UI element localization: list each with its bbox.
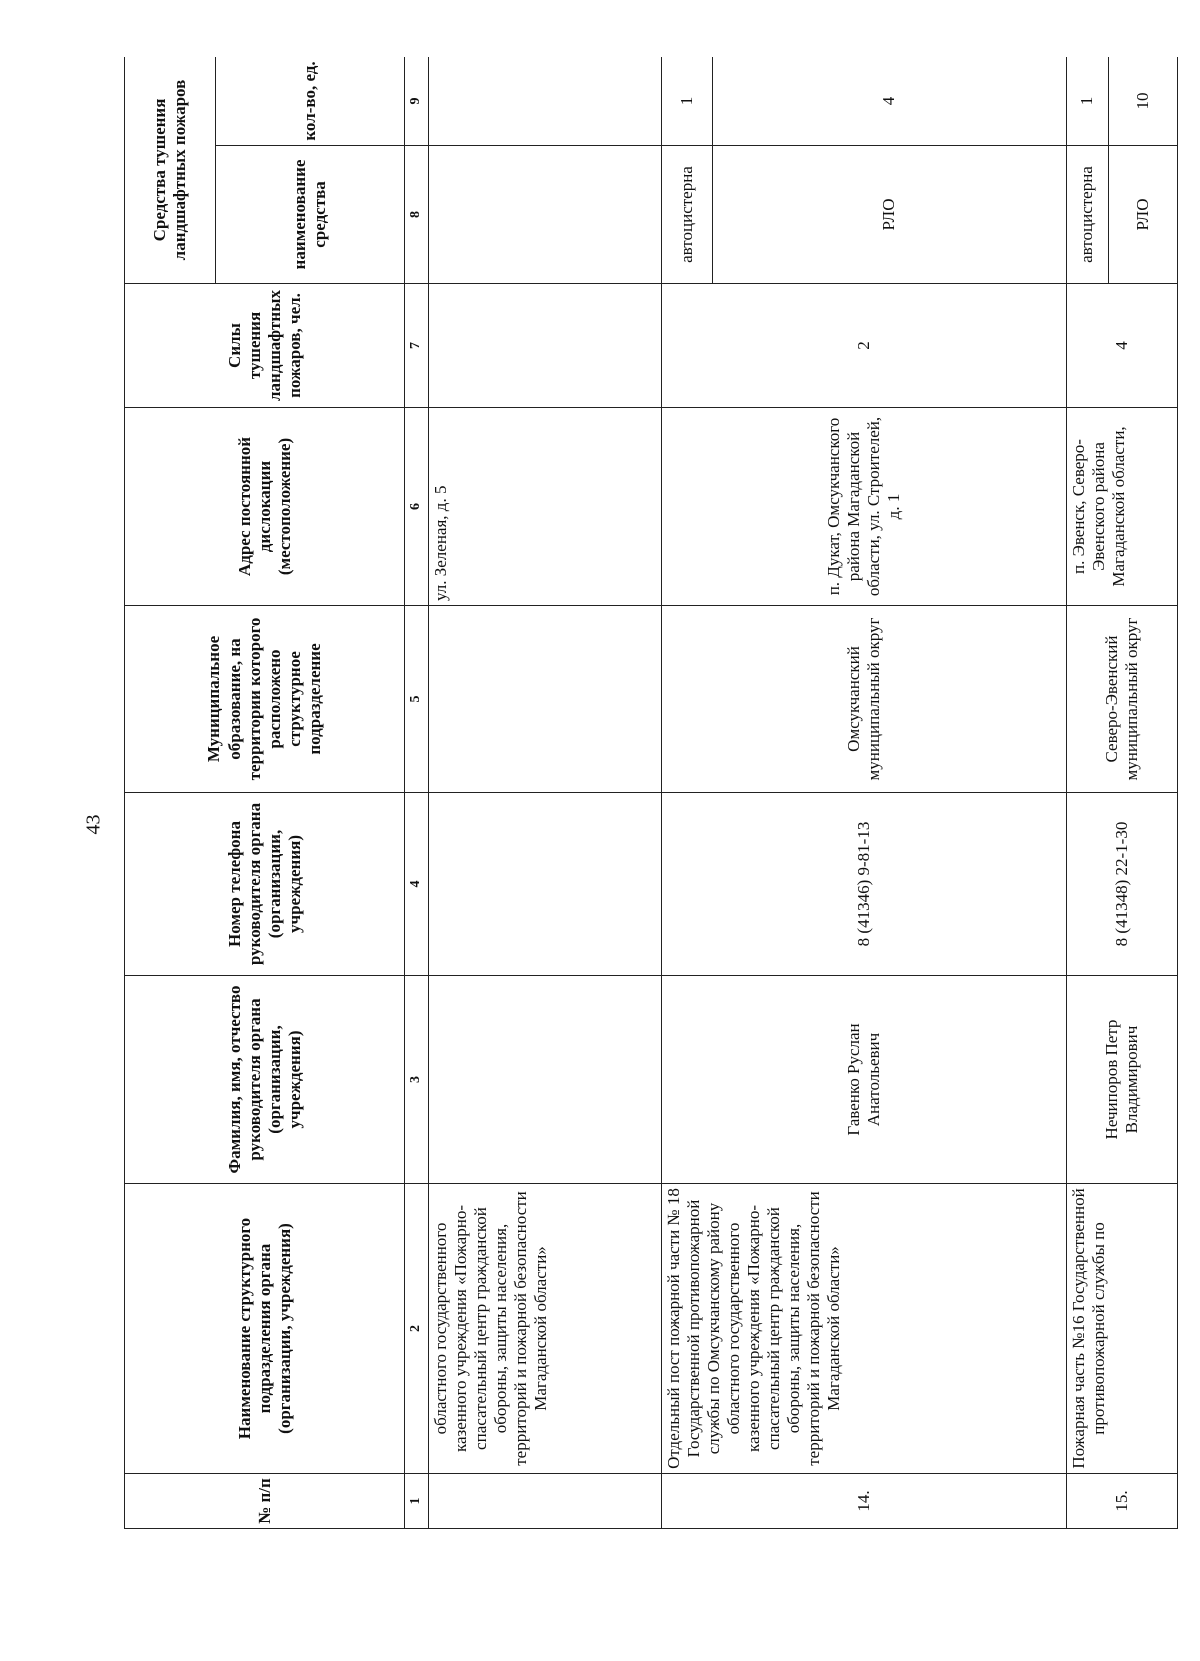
header-phone: Номер телефона руководителя органа (организации, учреждения) xyxy=(125,793,405,976)
unit-name-cell: Отдельный пост пожарной части № 18 Государственной противопожарной службы по Омсукчанскому району областного государственного казенного учреждения «Пожарно-спасательный центр гражданской обороны, защиты населения, территорий и пожарной безопасности Магаданской области» xyxy=(662,1184,1067,1474)
table-container xyxy=(124,57,1178,1529)
row-number-cell xyxy=(428,1474,662,1529)
address-cell: п. Дукат, Омсукчанского района Магаданской области, ул. Строителей, д. 1 xyxy=(662,408,1067,606)
means-name-cell: автоцистерна xyxy=(662,146,713,284)
head-name-cell xyxy=(428,976,662,1184)
header-means-qty: кол-во, ед. xyxy=(216,57,405,146)
column-number: 3 xyxy=(405,976,428,1184)
header-head-name: Фамилия, имя, отчество руководителя органа (организации, учреждения) xyxy=(125,976,405,1184)
fire-units-table xyxy=(124,57,1178,1529)
means-name-cell xyxy=(428,146,662,284)
header-address: Адрес постоянной дислокации (местоположение) xyxy=(125,408,405,606)
means-qty-cell xyxy=(428,57,662,146)
page-number: 43 xyxy=(82,814,105,835)
row-number-cell: 15. xyxy=(1066,1474,1177,1529)
means-qty-cell: 1 xyxy=(1066,57,1108,146)
header-row-1 xyxy=(125,57,216,1529)
means-qty-cell: 4 xyxy=(713,57,1067,146)
header-means-name: наименование средства xyxy=(216,146,405,284)
means-name-cell: РЛО xyxy=(1109,146,1178,284)
municipality-cell: Омсукчанский муниципальный округ xyxy=(662,606,1067,793)
table-row-15 xyxy=(1066,57,1108,1529)
head-name-cell: Нечипоров Петр Владимирович xyxy=(1066,976,1177,1184)
column-number: 1 xyxy=(405,1474,428,1529)
header-means-group: Средства тушения ландшафтных пожаров xyxy=(125,57,216,284)
column-number: 4 xyxy=(405,793,428,976)
head-name-cell: Гавенко Руслан Анатольевич xyxy=(662,976,1067,1184)
header-municipality: Муниципальное образование, на территории которого расположено структурное подразделение xyxy=(125,606,405,793)
table-row-13-continued xyxy=(428,57,662,1529)
unit-name-cell: Пожарная часть №16 Государственной противопожарной службы по xyxy=(1066,1184,1177,1474)
forces-cell: 4 xyxy=(1066,284,1177,408)
column-number: 2 xyxy=(405,1184,428,1474)
column-number: 9 xyxy=(405,57,428,146)
phone-cell xyxy=(428,793,662,976)
phone-cell: 8 (41348) 22-1-30 xyxy=(1066,793,1177,976)
address-cell: п. Эвенск, Северо-Эвенского района Магаданской области, xyxy=(1066,408,1177,606)
header-num: № п/п xyxy=(125,1474,405,1529)
address-cell: ул. Зеленая, д. 5 xyxy=(428,408,662,606)
column-number-row xyxy=(405,57,428,1529)
unit-name-cell: областного государственного казенного учреждения «Пожарно-спасательный центр гражданской обороны, защиты населения, территорий и пожарной безопасности Магаданской области» xyxy=(428,1184,662,1474)
column-number: 8 xyxy=(405,146,428,284)
means-qty-cell: 1 xyxy=(662,57,713,146)
row-number-cell: 14. xyxy=(662,1474,1067,1529)
column-number: 6 xyxy=(405,408,428,606)
phone-cell: 8 (41346) 9-81-13 xyxy=(662,793,1067,976)
column-number: 7 xyxy=(405,284,428,408)
means-name-cell: автоцистерна xyxy=(1066,146,1108,284)
header-forces: Силы тушения ландшафтных пожаров, чел. xyxy=(125,284,405,408)
header-unit-name: Наименование структурного подразделения органа (организации, учреждения) xyxy=(125,1184,405,1474)
column-number: 5 xyxy=(405,606,428,793)
municipality-cell: Северо-Эвенский муниципальный округ xyxy=(1066,606,1177,793)
rotated-table-layer xyxy=(124,57,1178,1529)
forces-cell: 2 xyxy=(662,284,1067,408)
means-name-cell: РЛО xyxy=(713,146,1067,284)
forces-cell xyxy=(428,284,662,408)
municipality-cell xyxy=(428,606,662,793)
table-row-14 xyxy=(662,57,713,1529)
means-qty-cell: 10 xyxy=(1109,57,1178,146)
